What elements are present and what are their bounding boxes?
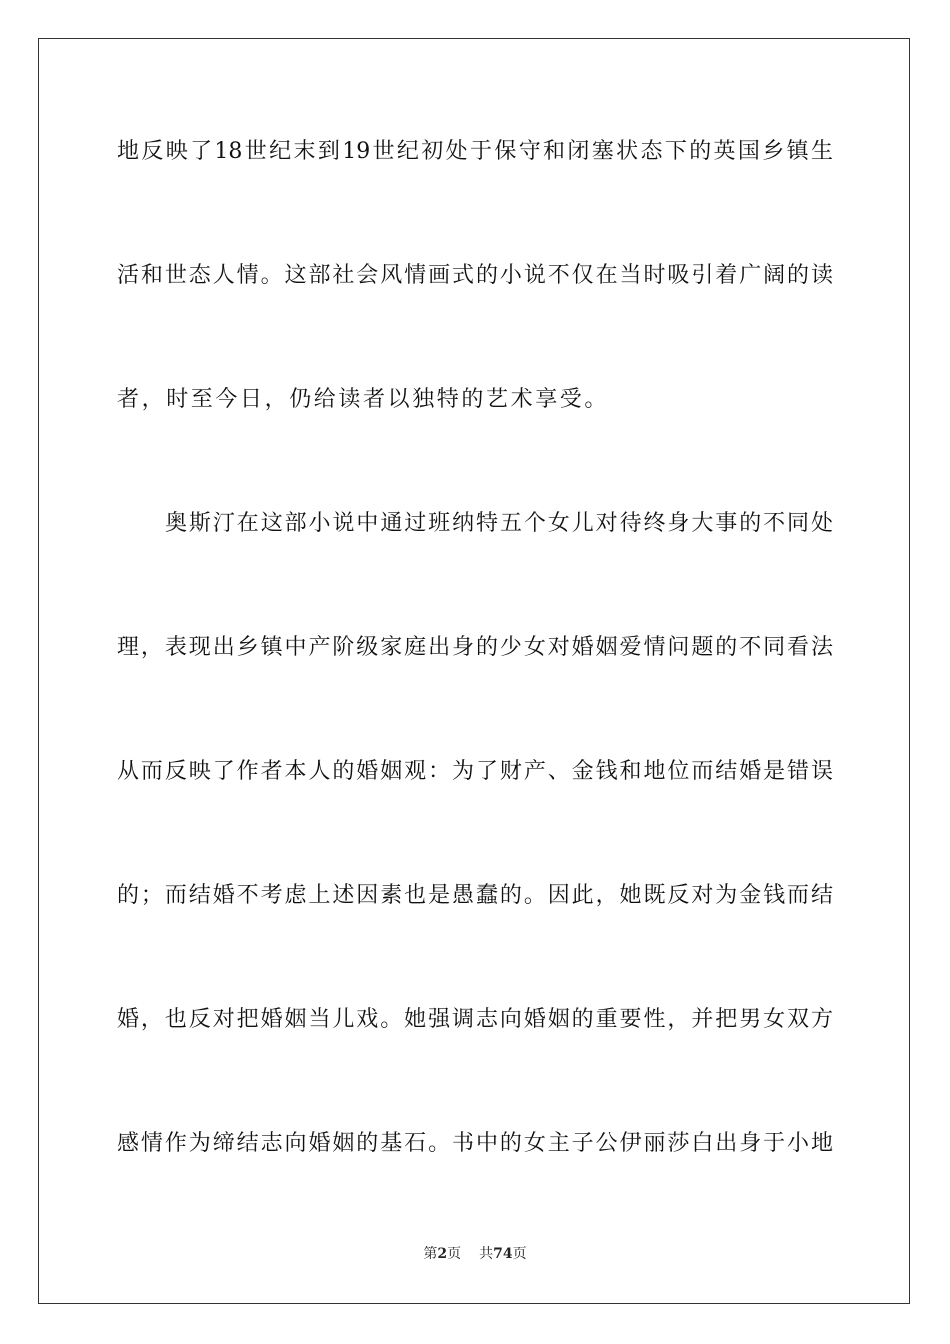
- total-prefix: 共: [479, 1246, 494, 1262]
- text-line: 地反映了18世纪末到19世纪初处于保守和闭塞状态下的英国乡镇生: [117, 139, 833, 164]
- page-suffix: 页: [447, 1246, 462, 1262]
- total-suffix: 页: [512, 1246, 527, 1262]
- text-line: 活和世态人情。这部社会风情画式的小说不仅在当时吸引着广阔的读: [117, 263, 833, 288]
- text-line: 奥斯汀在这部小说中通过班纳特五个女儿对待终身大事的不同处: [165, 511, 833, 536]
- page-border: [38, 38, 910, 1304]
- text-line: 者，时至今日，仍给读者以独特的艺术享受。: [117, 387, 610, 412]
- page-prefix: 第: [423, 1246, 438, 1262]
- text-line: 的；而结婚不考虑上述因素也是愚蠢的。因此，她既反对为金钱而结: [117, 883, 833, 908]
- text-line: 婚，也反对把婚姻当儿戏。她强调志向婚姻的重要性，并把男女双方: [117, 1007, 833, 1032]
- page-footer: [0, 1245, 950, 1263]
- text-line: 理，表现出乡镇中产阶级家庭出身的少女对婚姻爱情问题的不同看法: [117, 635, 833, 660]
- page-number: 2: [437, 1246, 448, 1262]
- text-line: 感情作为缔结志向婚姻的基石。书中的女主子公伊丽莎白出身于小地: [117, 1131, 833, 1156]
- total-pages: 74: [493, 1246, 513, 1262]
- text-line: 从而反映了作者本人的婚姻观：为了财产、金钱和地位而结婚是错误: [117, 759, 833, 784]
